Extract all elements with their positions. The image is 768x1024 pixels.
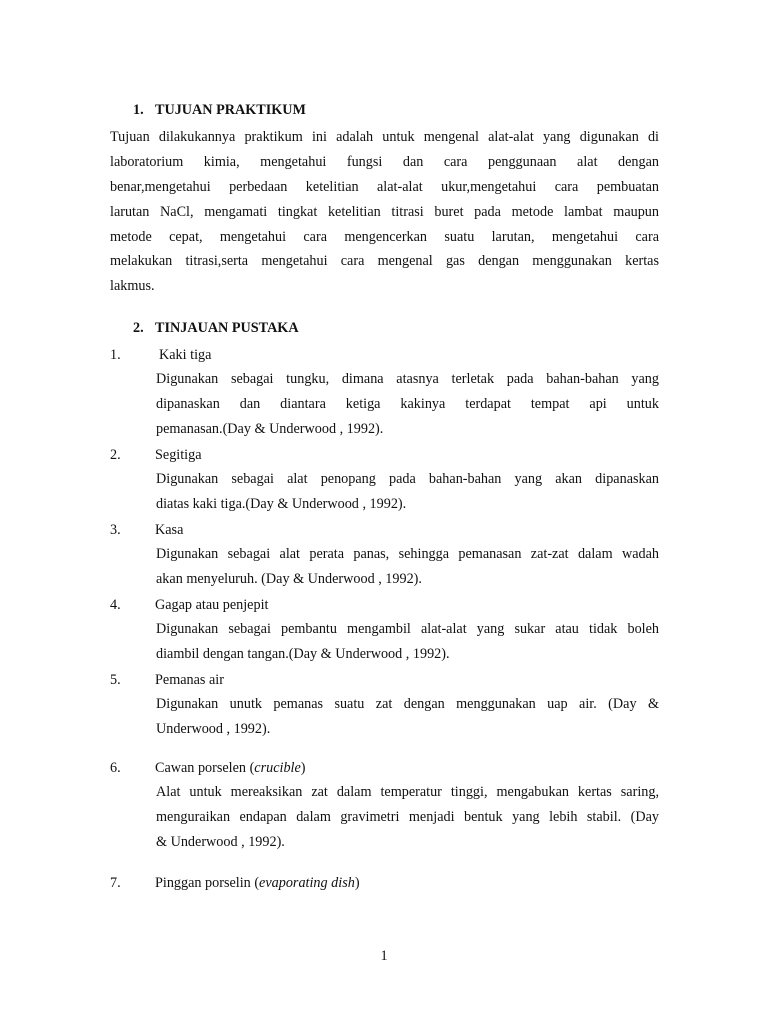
item-title: Gagap atau penjepit <box>155 597 269 613</box>
item-description <box>156 470 659 520</box>
list-item <box>110 596 659 670</box>
page-number: 1 <box>380 948 388 964</box>
item-title: Kaki tiga <box>159 347 212 363</box>
item-description <box>156 370 659 445</box>
description-line: Digunakan sebagai alat perata panas, sehingga pemanasan zat-zat dalam wadah <box>156 546 659 562</box>
item-title: Pemanas air <box>155 672 224 688</box>
item-number: 7. <box>110 875 121 891</box>
item-title-term: evaporating dish <box>259 875 355 891</box>
item-description <box>156 783 659 858</box>
item-number: 6. <box>110 760 121 776</box>
item-title: Kasa <box>155 522 184 538</box>
description-line: Digunakan unutk pemanas suatu zat dengan menggunakan uap air. (Day & <box>156 696 659 712</box>
tujuan-paragraph <box>110 128 659 302</box>
list-item: 7. Pinggan porselin (evaporating dish) <box>110 875 360 891</box>
item-number: 2. <box>110 447 121 463</box>
item-number: 3. <box>110 522 121 538</box>
section-number: 1. <box>133 102 144 118</box>
description-line: Digunakan sebagai alat penopang pada bahan-bahan yang akan dipanaskan <box>156 471 659 487</box>
description-line: Alat untuk mereaksikan zat dalam temperatur tinggi, mengabukan kertas saring, <box>156 784 659 800</box>
description-line: & Underwood , 1992). <box>156 834 285 850</box>
item-title: Pinggan porselin <box>155 875 251 891</box>
item-number: 4. <box>110 597 121 613</box>
description-line: dipanaskan dan diantara ketiga kakinya terdapat tempat api untuk <box>156 396 659 412</box>
item-title: Cawan porselen <box>155 760 247 776</box>
description-line: akan menyeluruh. (Day & Underwood , 1992). <box>156 571 422 587</box>
section-heading-tinjauan <box>133 320 299 337</box>
paragraph-line: larutan NaCl, mengamati tingkat ketelitian titrasi buret pada metode lambat maupun <box>110 203 659 220</box>
paragraph-line: melakukan titrasi,serta mengetahui cara mengenal gas dengan menggunakan kertas <box>110 253 659 270</box>
item-title-term: crucible <box>254 760 301 776</box>
description-line: diambil dengan tangan.(Day & Underwood , 1992). <box>156 646 450 662</box>
section-title: TUJUAN PRAKTIKUM <box>155 102 306 118</box>
item-title: Segitiga <box>155 447 202 463</box>
list-item <box>110 671 659 745</box>
description-line: diatas kaki tiga.(Day & Underwood , 1992). <box>156 496 407 512</box>
list-item: 6. Cawan porselen (crucible) Alat untuk mereaksikan zat dalam temperatur tinggi, mengabukan kertas saring, menguraikan endapan dalam gravimetri menjadi bentuk yang lebih stabil. (Day & Underwood , 1992). <box>110 759 659 858</box>
section-title: TINJAUAN PUSTAKA <box>155 320 299 336</box>
list-item <box>110 521 659 595</box>
description-line: Digunakan sebagai pembantu mengambil alat-alat yang sukar atau tidak boleh <box>156 621 659 637</box>
item-description <box>156 695 659 745</box>
paragraph-line: lakmus. <box>110 278 155 295</box>
description-line: menguraikan endapan dalam gravimetri menjadi bentuk yang lebih stabil. (Day <box>156 809 659 825</box>
paragraph-line: benar,mengetahui perbedaan ketelitian alat-alat ukur,mengetahui cara pembuatan <box>110 178 659 195</box>
paragraph-line: Tujuan dilakukannya praktikum ini adalah untuk mengenal alat-alat yang digunakan di <box>110 129 659 145</box>
paragraph-line: metode cepat, mengetahui cara mengencerkan suatu larutan, mengetahui cara <box>110 228 659 245</box>
item-number: 5. <box>110 672 121 688</box>
paragraph-line: laboratorium kimia, mengetahui fungsi dan cara penggunaan alat dengan <box>110 153 659 170</box>
item-description <box>156 620 659 670</box>
description-line: pemanasan.(Day & Underwood , 1992). <box>156 421 384 437</box>
section-number: 2. <box>133 320 144 336</box>
list-item <box>110 346 659 445</box>
list-item <box>110 446 659 520</box>
item-description <box>156 545 659 595</box>
description-line: Digunakan sebagai tungku, dimana atasnya terletak pada bahan-bahan yang <box>156 371 659 387</box>
section-heading-tujuan <box>133 102 306 119</box>
description-line: Underwood , 1992). <box>156 721 271 737</box>
item-number: 1. <box>110 347 121 363</box>
